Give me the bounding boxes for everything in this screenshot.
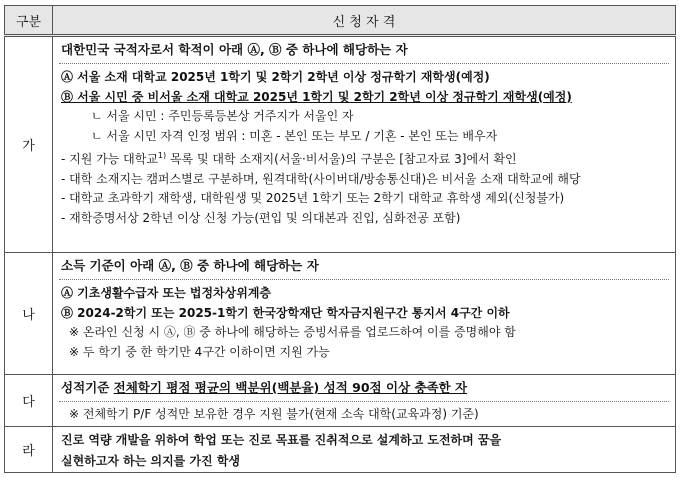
section-ga <box>5 36 676 253</box>
note-pf: ※ 전체학기 P/F 성적만 보유한 경우 지원 불가(현재 소속 대학(교육과정) 기준) <box>69 407 479 421</box>
criterion-a: Ⓐ 서울 소재 대학교 2025년 1학기 및 2학기 2학년 이상 정규학기 재학생(예정) <box>61 70 490 84</box>
section-content <box>53 427 676 473</box>
section-title: 대한민국 국적자로서 학적이 아래 Ⓐ, Ⓑ 중 하나에 해당하는 자 <box>61 42 408 57</box>
criterion-a: Ⓐ 기초생활수급자 또는 법정차상위계층 <box>61 286 272 300</box>
header-row <box>5 6 676 36</box>
goal-line-1: 진로 역량 개발을 위하여 학업 또는 진로 목표를 진취적으로 설계하고 도전하며 꿈을 <box>61 433 502 447</box>
criterion-b: Ⓑ 2024-2학기 또는 2025-1학기 한국장학재단 학자금지원구간 통지서 4구간 이하 <box>61 305 510 320</box>
section-label: 가 <box>5 36 53 253</box>
goal-line-2: 실현하고자 하는 의지를 가진 학생 <box>61 454 241 468</box>
note-upload: ※ 온라인 신청 시 Ⓐ, Ⓑ 중 하나에 해당하는 증빙서류를 업로드하여 이를 증명해야 함 <box>69 325 516 339</box>
section-da <box>5 375 676 427</box>
section-na <box>5 253 676 375</box>
note-citizen-scope: ㄴ 서울 시민 자격 인정 범위 : 미혼 - 본인 또는 부모 / 기혼 - 본인 또는 배우자 <box>91 128 498 143</box>
note-eligible-univ: - 지원 가능 대학교$^{1)}$ 목록 및 대학 소재지(서울·비서울)의 구분은 [참고자료 3]에서 확인 <box>61 151 517 166</box>
section-label: 다 <box>5 375 53 427</box>
title-emphasis: 전체학기 평점 평균의 백분위(백분율) 성적 90점 이상 충족한 자 <box>113 380 468 395</box>
section-label: 나 <box>5 253 53 375</box>
note-semester: ※ 두 학기 중 한 학기만 4구간 이하이면 지원 가능 <box>69 344 330 359</box>
note-seoul-citizen: ㄴ 서울 시민 : 주민등록등본상 거주지가 서울인 자 <box>91 109 354 123</box>
header-qualification: 신 청 자 격 <box>53 6 676 36</box>
note-campus: - 대학 소재지는 캠퍼스별로 구분하며, 원격대학(사이버대/방송통신대)은 비서울 소재 대학교에 해당 <box>61 171 581 186</box>
note-exclusion: - 대학교 초과학기 재학생, 대학원생 및 2025년 1학기 또는 2학기 대학교 휴학생 제외(신청불가) <box>61 191 565 205</box>
section-title: 성적기준 전체학기 평점 평균의 백분위(백분율) 성적 90점 이상 충족한 자 <box>61 380 468 395</box>
qualification-table <box>4 5 676 473</box>
section-label: 라 <box>5 427 53 473</box>
section-title: 소득 기준이 아래 Ⓐ, Ⓑ 중 하나에 해당하는 자 <box>61 258 319 273</box>
section-content <box>53 253 676 375</box>
section-content <box>53 36 676 253</box>
section-ra <box>5 427 676 473</box>
criterion-b: Ⓑ 서울 시민 중 비서울 소재 대학교 2025년 1학기 및 2학기 2학년 이상 정규학기 재학생(예정) <box>61 89 572 104</box>
footnote-marker: 1) <box>157 151 167 160</box>
header-category: 구분 <box>5 6 53 36</box>
section-content <box>53 375 676 427</box>
note-grade: - 재학증명서상 2학년 이상 신청 가능(편입 및 의대본과 진입, 심화전공 포함) <box>61 210 461 225</box>
